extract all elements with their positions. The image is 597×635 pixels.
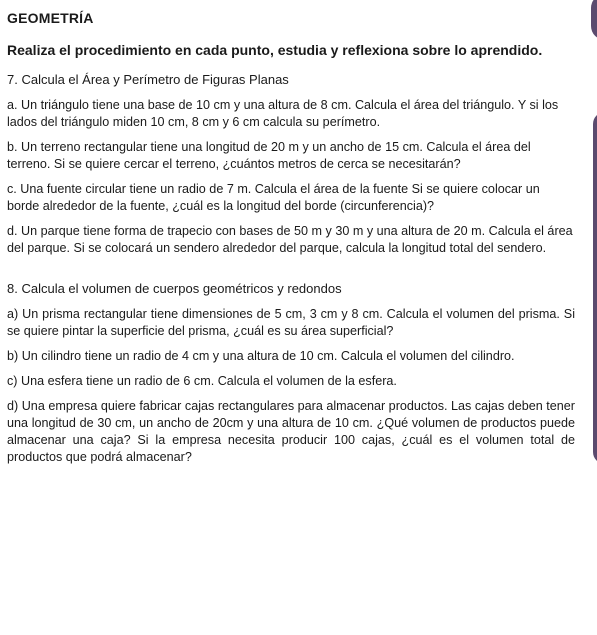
section-8-item-b: b) Un cilindro tiene un radio de 4 cm y una altura de 10 cm. Calcula el volumen del cilindro.	[7, 349, 515, 363]
section-8-item-a: a) Un prisma rectangular tiene dimensiones de 5 cm, 3 cm y 8 cm. Calcula el volumen del prisma. Si se quiere pintar la superficie del prisma, ¿cuál es su área superficial?	[7, 307, 575, 338]
decorative-tab-top	[591, 0, 597, 40]
section-7-item-a: a. Un triángulo tiene una base de 10 cm y una altura de 8 cm. Calcula el área del triángulo. Y si los lados del triángulo miden 10 cm, 8 cm y 6 cm calcula su perímetro.	[7, 98, 559, 129]
section-8-item-d: d) Una empresa quiere fabricar cajas rectangulares para almacenar productos. Las cajas deben tener una longitud de 30 cm, un ancho de 20cm y una altura de 10 cm. ¿Qué volumen de productos puede almacenar una caja? Si la empresa necesita producir 100 cajas, ¿cuál es el volumen total de productos que podrá almacenar?	[7, 399, 575, 464]
section-8-item-c: c) Una esfera tiene un radio de 6 cm. Calcula el volumen de la esfera.	[7, 374, 397, 388]
section-7-item-d: d. Un parque tiene forma de trapecio con bases de 50 m y 30 m y una altura de 20 m. Calcula el área del parque. Si se colocará un sendero alrededor del parque, calcula la longitud total del sendero.	[7, 224, 573, 255]
section-8-title: 8. Calcula el volumen de cuerpos geométricos y redondos	[7, 281, 342, 296]
section-7-title: 7. Calcula el Área y Perímetro de Figuras Planas	[7, 72, 289, 87]
section-7-item-b: b. Un terreno rectangular tiene una longitud de 20 m y un ancho de 15 cm. Calcula el área del terreno. Si se quiere cercar el terreno, ¿cuántos metros de cerca se necesitarán?	[7, 140, 531, 171]
instruction-text: Realiza el procedimiento en cada punto, estudia y reflexiona sobre lo aprendido.	[7, 42, 543, 58]
section-7-item-c: c. Una fuente circular tiene un radio de 7 m. Calcula el área de la fuente Si se quiere colocar un borde alrededor de la fuente, ¿cuál es la longitud del borde (circunferencia)?	[7, 182, 540, 213]
subject-heading: GEOMETRÍA	[7, 10, 94, 26]
section-gap	[7, 265, 575, 281]
decorative-side-bar	[593, 112, 597, 464]
